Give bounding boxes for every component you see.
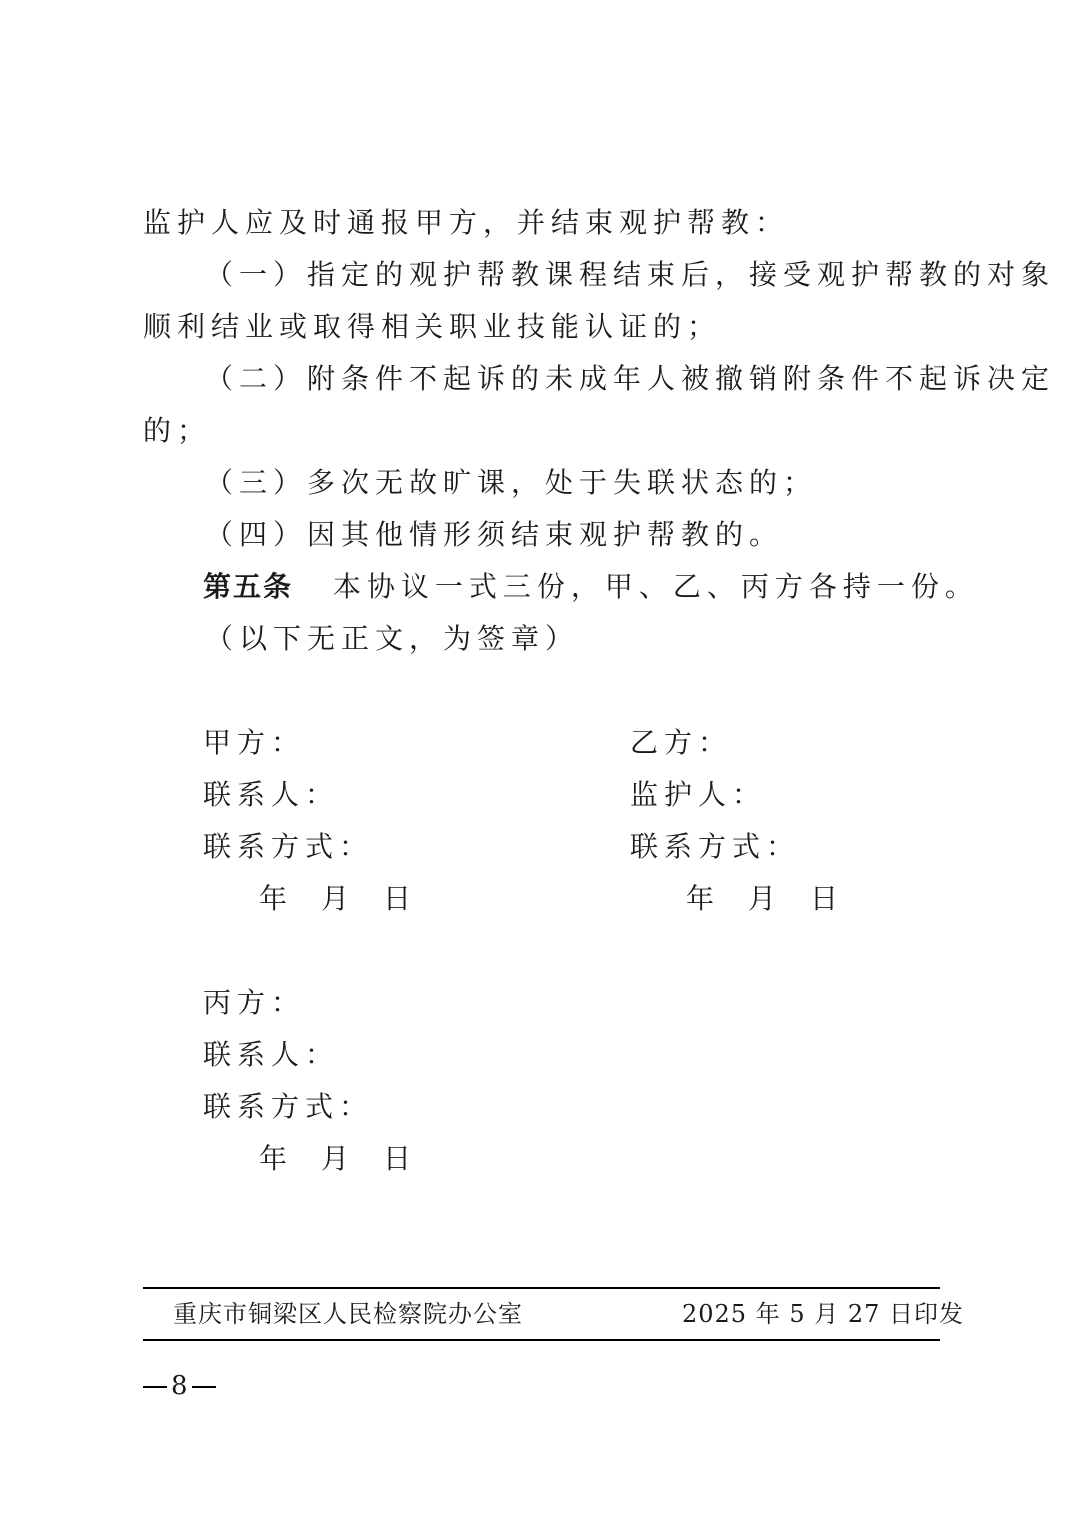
year-label: 年 (259, 1142, 294, 1175)
party-b-date (686, 881, 844, 917)
party-c-method: 联系方式： (203, 1090, 374, 1123)
body-line-4: （二）附条件不起诉的未成年人被撤销附条件不起诉决定 (205, 362, 1056, 395)
footer-print-date: 2025 年 5 月 27 日印发 (682, 1300, 965, 1328)
no-text-note: （以下无正文，为签章） (205, 622, 580, 655)
article-5-heading: 第五条 (203, 570, 294, 603)
body-line-5: 的； (143, 414, 212, 447)
footer-bottom-rule (143, 1339, 940, 1341)
dash-left (143, 1386, 167, 1388)
party-a-date (259, 881, 417, 917)
day-label: 日 (383, 882, 418, 915)
page-number-value: 8 (171, 1371, 188, 1401)
year-label: 年 (686, 882, 721, 915)
party-a-method: 联系方式： (203, 830, 374, 863)
day-label: 日 (383, 1142, 418, 1175)
body-line-3: 顺利结业或取得相关职业技能认证的； (143, 310, 722, 343)
month-label: 月 (748, 882, 783, 915)
party-a-label: 甲方： (203, 726, 306, 759)
footer-top-rule (143, 1287, 940, 1289)
party-c-label: 丙方： (203, 986, 306, 1019)
party-c-contact: 联系人： (203, 1038, 340, 1071)
body-line-7: （四）因其他情形须结束观护帮教的。 (205, 518, 784, 551)
party-b-label: 乙方： (630, 726, 733, 759)
body-line-6: （三）多次无故旷课，处于失联状态的； (205, 466, 818, 499)
article-5 (203, 569, 979, 605)
dash-right (192, 1386, 216, 1388)
party-c-date (259, 1141, 417, 1177)
body-line-1: 监护人应及时通报甲方，并结束观护帮教： (143, 206, 790, 239)
party-b-method: 联系方式： (630, 830, 801, 863)
page-number (143, 1370, 216, 1402)
body-line-2: （一）指定的观护帮教课程结束后，接受观护帮教的对象 (205, 258, 1056, 291)
month-label: 月 (321, 1142, 356, 1175)
footer-issuer: 重庆市铜梁区人民检察院办公室 (173, 1300, 523, 1328)
month-label: 月 (321, 882, 356, 915)
day-label: 日 (810, 882, 845, 915)
article-5-text: 本协议一式三份，甲、乙、丙方各持一份。 (332, 570, 979, 603)
party-b-guardian: 监护人： (630, 778, 767, 811)
year-label: 年 (259, 882, 294, 915)
party-a-contact: 联系人： (203, 778, 340, 811)
